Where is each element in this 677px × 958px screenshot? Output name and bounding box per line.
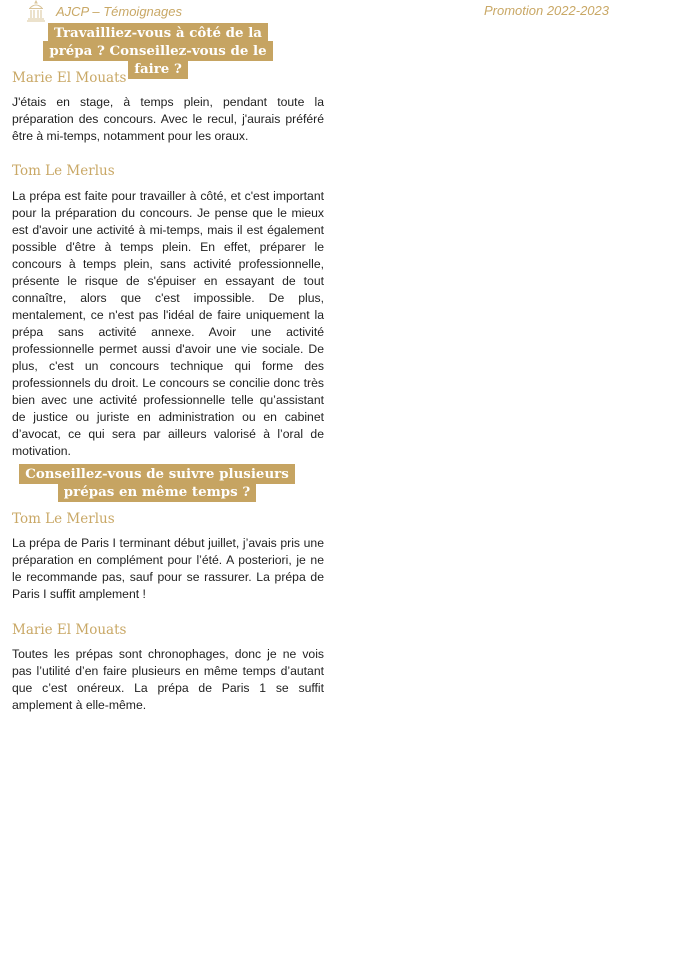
answer-block (12, 94, 324, 145)
question-title: Travailliez-vous à côté de la prépa ? Conseillez-vous de le faire ? (43, 23, 272, 79)
answer-block (12, 163, 324, 179)
author-name: Tom Le Merlus (12, 511, 115, 527)
header-promotion: Promotion 2022-2023 (483, 3, 609, 18)
answer-block (12, 188, 324, 460)
author-name: Marie El Mouats (12, 622, 127, 638)
building-columns-icon (24, 0, 48, 22)
answer-block (12, 646, 324, 714)
author-name: Marie El Mouats (12, 70, 127, 86)
header-title: AJCP – Témoignages (56, 3, 182, 19)
answer-text: La prépa de Paris I terminant début juillet, j’avais pris une préparation en complément pour l’été. A posteriori, je ne le recommande pas, sauf pour se rassurer. La prépa de Paris I suffit amplement ! (12, 536, 324, 601)
answer-block (12, 622, 324, 638)
answer-block (12, 535, 324, 603)
page-header-left (24, 0, 182, 22)
question-banner (2, 465, 312, 501)
answer-block (12, 511, 324, 527)
answer-text: La prépa est faite pour travailler à côté, et c'est important pour la préparation du concours. Je pense que le mieux est d'avoir une activité à mi-temps, mais il est également possible d'être à temps plein. En effet, préparer le concours à temps plein, sans activité professionnelle, présente le risque de s'épuiser en essayant de tout connaître, alors que c'est impossible. De plus, mentalement, ce n'est pas l'idéal de faire uniquement la prépa sans activité annexe. Avoir une activité professionnelle permet aussi d'avoir une vie sociale. De plus, c'est un concours technique qui forme des professionnels du droit. Le concours se concilie donc très bien avec une activité professionnelle telle qu’assistant de justice ou juriste en administration ou en cabinet d’avocat, ce qui sera par ailleurs valorisé à l’oral de motivation. (12, 189, 324, 458)
answer-text: J'étais en stage, à temps plein, pendant toute la préparation des concours. Avec le recul, j'aurais préféré être à mi-temps, notamment pour les oraux. (12, 95, 324, 143)
answer-text: Toutes les prépas sont chronophages, donc je ne vois pas l’utilité d’en faire plusieurs en même temps d’autant que c’est onéreux. La prépa de Paris 1 se suffit amplement à elle-même. (12, 647, 324, 712)
answer-block (12, 70, 324, 86)
author-name: Tom Le Merlus (12, 163, 115, 179)
question-title: Conseillez-vous de suivre plusieurs prépas en même temps ? (19, 464, 295, 502)
